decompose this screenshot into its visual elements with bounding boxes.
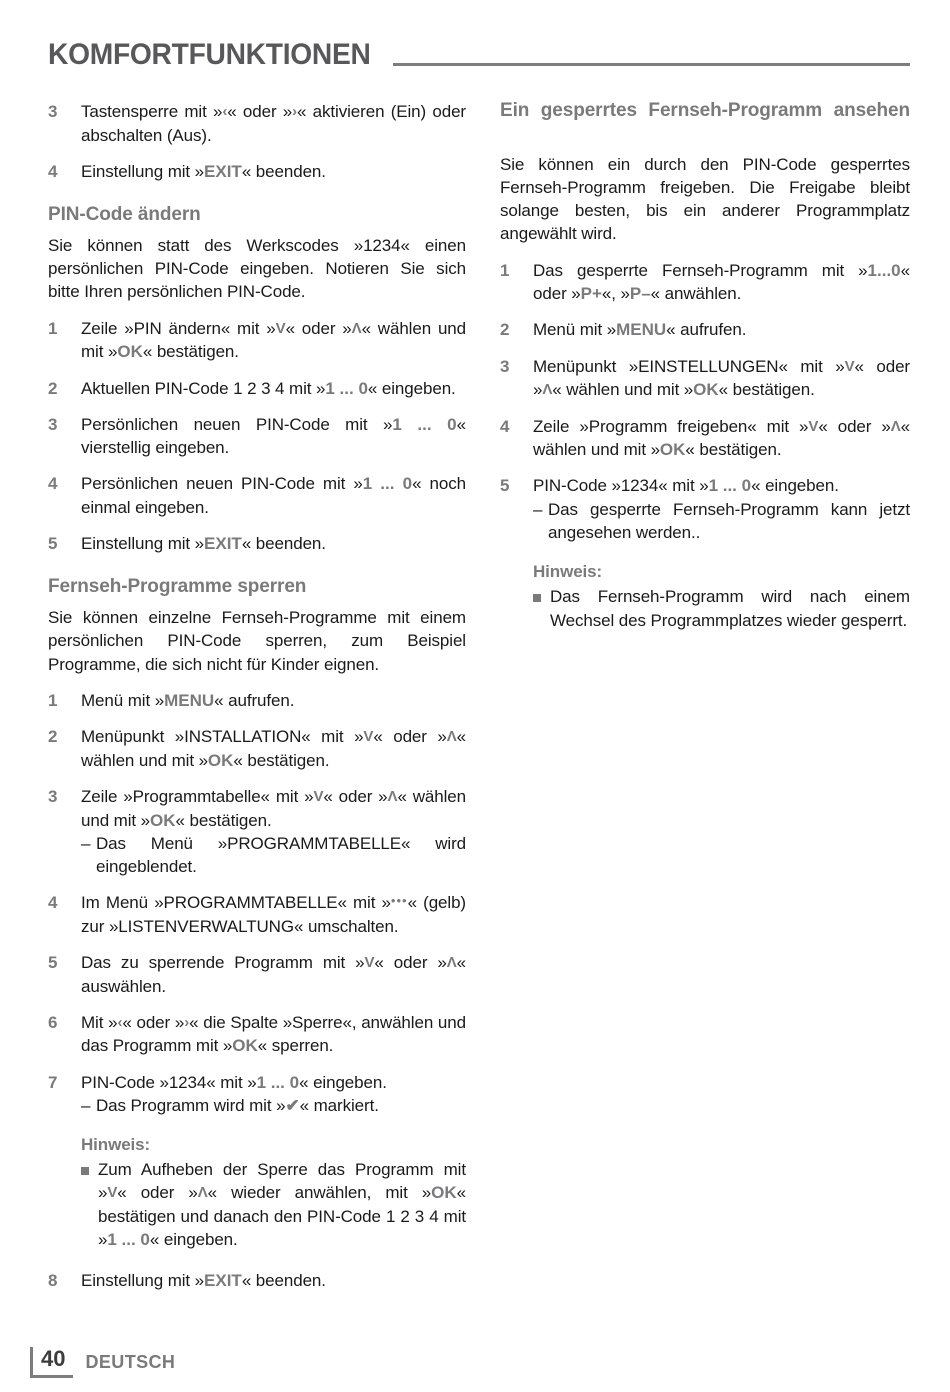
step-item [500, 474, 910, 544]
note-item [81, 1158, 466, 1251]
step-body [533, 474, 910, 544]
note-item [533, 585, 910, 632]
down-arrow-icon: V [844, 357, 855, 375]
step-number: 4 [48, 161, 58, 181]
up-arrow-icon: Λ [542, 381, 553, 399]
step-item [48, 472, 466, 519]
exit-key-label: EXIT [204, 161, 242, 181]
step-number: 3 [48, 787, 58, 807]
step-body [81, 725, 466, 772]
step-body [533, 355, 910, 402]
step-text: Einstellung mit »EXIT« beenden. [81, 161, 326, 181]
program-up-key-label: P+ [580, 284, 602, 303]
checkmark-icon: ✔ [285, 1095, 300, 1115]
numeric-keys-label: 1 ... 0 [107, 1230, 150, 1250]
up-arrow-icon: Λ [890, 417, 901, 435]
numeric-keys-label: 1 ... 0 [325, 378, 368, 398]
ok-key-label: OK [150, 810, 176, 830]
down-arrow-icon: V [313, 788, 324, 806]
step-item [48, 160, 466, 183]
ok-key-label: OK [117, 342, 143, 362]
section-intro: Sie können statt des Werkscodes »1234« einen persönlichen PIN-Code eingeben. Notieren Sie sich bitte Ihren persönlichen PIN-Code. [48, 235, 466, 302]
step-item [48, 1071, 466, 1118]
step-text: Menü mit »MENU« aufrufen. [533, 320, 747, 340]
step-text: Persönlichen neuen PIN-Code mit »1 ... 0« noch einmal eingeben. [81, 474, 466, 517]
step-number: 4 [48, 474, 58, 494]
step-text: PIN-Code »1234« mit »1 ... 0« eingeben. [81, 1072, 387, 1092]
step-item [48, 1269, 466, 1292]
header-rule [393, 63, 910, 66]
step-item [48, 689, 466, 712]
up-arrow-icon: Λ [387, 788, 398, 806]
left-arrow-icon: ‹ [117, 1013, 123, 1031]
step-number: 3 [500, 356, 510, 376]
step-text: Menüpunkt »EINSTELLUNGEN« mit »V« oder »Λ« wählen und mit »OK« bestätigen. [533, 356, 910, 400]
note-heading: Hinweis: [533, 562, 603, 582]
sub-item-dash: – [533, 499, 543, 519]
sub-item-dash: – [81, 1095, 91, 1115]
page-number-frame [30, 1347, 73, 1378]
exit-key-label: EXIT [204, 533, 242, 553]
step-item [48, 891, 466, 938]
step-text: PIN-Code »1234« mit »1 ... 0« eingeben. [533, 476, 839, 496]
step-number: 3 [48, 102, 58, 121]
step-number: 3 [48, 414, 58, 434]
sub-item-text: Das Menü »PROGRAMMTABELLE« wird eingeblendet. [96, 833, 466, 877]
step-number: 5 [48, 952, 58, 972]
step-body [81, 1011, 466, 1058]
left-column [48, 100, 466, 1292]
step-body [533, 318, 910, 341]
step-text: Mit »‹« oder »›« die Spalte »Sperre«, anwählen und das Programm mit »OK« sperren. [81, 1012, 466, 1056]
step-text: Im Menü »PROGRAMMTABELLE« mit »•••« (gelb) zur »LISTENVERWALTUNG« umschalten. [81, 893, 466, 936]
square-bullet-icon [81, 1158, 98, 1251]
step-number: 1 [500, 260, 510, 280]
step-body [81, 785, 466, 878]
step-text: Einstellung mit »EXIT« beenden. [81, 1270, 326, 1290]
section-heading-fernseh-programme-sperren: Fernseh-Programme sperren [48, 576, 307, 598]
note-text: Das Fernseh-Programm wird nach einem Wechsel des Programmplatzes wieder gesperrt. [550, 587, 910, 630]
ok-key-label: OK [207, 750, 234, 770]
step-number: 5 [500, 476, 510, 496]
numeric-keys-label: 1...0 [867, 260, 901, 280]
step-body [81, 413, 466, 460]
section-heading-gesperrtes-programm-ansehen: Ein gesperrtes Fernseh-Programm ansehen [500, 100, 910, 121]
step-item [500, 318, 910, 341]
numeric-keys-label: 1 ... 0 [362, 474, 413, 494]
numeric-keys-label: 1 ... 0 [256, 1072, 300, 1092]
left-arrow-icon: ‹ [222, 103, 228, 120]
ok-key-label: OK [693, 380, 719, 400]
sub-item-text: Das gesperrte Fernseh-Programm kann jetzt angesehen werden.. [548, 499, 910, 543]
right-arrow-icon: › [292, 103, 298, 120]
step-item [48, 100, 466, 147]
down-arrow-icon: V [808, 417, 819, 435]
step-text: Einstellung mit »EXIT« beenden. [81, 533, 326, 553]
step-text: Das gesperrte Fernseh-Programm mit »1...0« oder »P+«, »P–« anwählen. [533, 260, 910, 303]
menu-key-label: MENU [616, 320, 667, 340]
step-body [81, 891, 466, 938]
step-text: Zeile »Programmtabelle« mit »V« oder »Λ« wählen und mit »OK« bestätigen. [81, 787, 466, 830]
step-body [81, 317, 466, 364]
step-number: 2 [500, 320, 510, 340]
down-arrow-icon: V [107, 1184, 118, 1202]
step-text: Menüpunkt »INSTALLATION« mit »V« oder »Λ« wählen und mit »OK« bestätigen. [81, 727, 466, 770]
page-header [48, 24, 910, 70]
footer-language-label: DEUTSCH [85, 1352, 176, 1372]
exit-key-label: EXIT [204, 1270, 242, 1290]
step-body [81, 1269, 466, 1292]
step-number: 7 [48, 1072, 58, 1092]
down-arrow-icon: V [364, 953, 375, 971]
step-body [81, 1071, 466, 1118]
step-body [81, 951, 466, 998]
step-item [48, 317, 466, 364]
step-text: Zeile »PIN ändern« mit »V« oder »Λ« wählen und mit »OK« bestätigen. [81, 318, 467, 362]
step-number: 6 [48, 1012, 58, 1032]
sub-item [533, 498, 910, 545]
yellow-button-dots-icon: ••• [390, 893, 408, 909]
up-arrow-icon: Λ [197, 1184, 208, 1202]
sub-item [81, 832, 466, 879]
sub-item-text: Das Programm wird mit »✔« markiert. [96, 1095, 379, 1115]
numeric-keys-label: 1 ... 0 [708, 476, 752, 496]
page-number: 40 [41, 1346, 66, 1371]
step-number: 1 [48, 690, 58, 710]
step-number: 1 [48, 318, 58, 338]
ok-key-label: OK [232, 1036, 258, 1056]
step-item [48, 951, 466, 998]
step-item [48, 725, 466, 772]
step-body [81, 377, 466, 400]
step-item [500, 355, 910, 402]
step-body [81, 100, 466, 147]
sub-item [81, 1094, 466, 1117]
right-arrow-icon: › [184, 1013, 190, 1031]
step-text: Das zu sperrende Programm mit »V« oder »Λ« auswählen. [81, 952, 466, 996]
step-item [48, 377, 466, 400]
step-text: Aktuellen PIN-Code 1 2 3 4 mit »1 ... 0« eingeben. [81, 378, 456, 398]
step-item [48, 1011, 466, 1058]
step-body [533, 259, 910, 306]
step-number: 4 [500, 416, 510, 436]
ok-key-label: OK [659, 440, 686, 460]
page-title: KOMFORTFUNKTIONEN [48, 38, 371, 71]
step-text: Tastensperre mit »‹« oder »›« aktivieren (Ein) oder abschalten (Aus). [81, 102, 466, 145]
section-heading-pin-code-aendern: PIN-Code ändern [48, 204, 201, 226]
numeric-keys-label: 1 ... 0 [392, 414, 457, 434]
section-intro: Sie können einzelne Fernseh-Programme mit einem persönlichen PIN-Code sperren, zum Beispiel Programme, die sich nicht für Kinder eignen. [48, 608, 466, 674]
step-number: 2 [48, 378, 58, 398]
menu-key-label: MENU [164, 690, 215, 710]
step-text: Menü mit »MENU« aufrufen. [81, 690, 295, 710]
step-body [81, 472, 466, 519]
step-item [500, 415, 910, 462]
square-bullet-icon [533, 585, 550, 632]
step-number: 5 [48, 533, 58, 553]
step-item [500, 259, 910, 306]
note-text: Zum Aufheben der Sperre das Programm mit »V« oder »Λ« wieder anwählen, mit »OK« bestätigen und danach den PIN-Code 1 2 3 4 mit »1 ... 0« eingeben. [98, 1160, 466, 1250]
step-number: 8 [48, 1270, 58, 1290]
step-item [48, 785, 466, 878]
step-item [48, 413, 466, 460]
down-arrow-icon: V [363, 728, 374, 746]
step-number: 4 [48, 893, 58, 913]
step-body [81, 160, 466, 183]
ok-key-label: OK [431, 1183, 457, 1203]
section-intro: Sie können ein durch den PIN-Code gesperrtes Fernseh-Programm freigeben. Die Freigabe bleibt solange besten, bis ein anderer Programmplatz angewählt wird. [500, 154, 910, 244]
program-down-key-label: P– [629, 284, 651, 303]
step-item [48, 532, 466, 555]
down-arrow-icon: V [275, 319, 286, 337]
up-arrow-icon: Λ [351, 319, 362, 337]
step-text: Zeile »Programm freigeben« mit »V« oder »Λ« wählen und mit »OK« bestätigen. [533, 416, 910, 460]
step-body [533, 415, 910, 462]
step-body [81, 689, 466, 712]
page-footer [30, 1347, 175, 1378]
right-column [500, 100, 910, 632]
up-arrow-icon: Λ [446, 728, 457, 746]
up-arrow-icon: Λ [446, 953, 457, 971]
step-text: Persönlichen neuen PIN-Code mit »1 ... 0« vierstellig eingeben. [81, 414, 466, 458]
sub-item-dash: – [81, 833, 91, 853]
note-heading: Hinweis: [81, 1135, 151, 1155]
step-number: 2 [48, 727, 58, 747]
step-body [81, 532, 466, 555]
